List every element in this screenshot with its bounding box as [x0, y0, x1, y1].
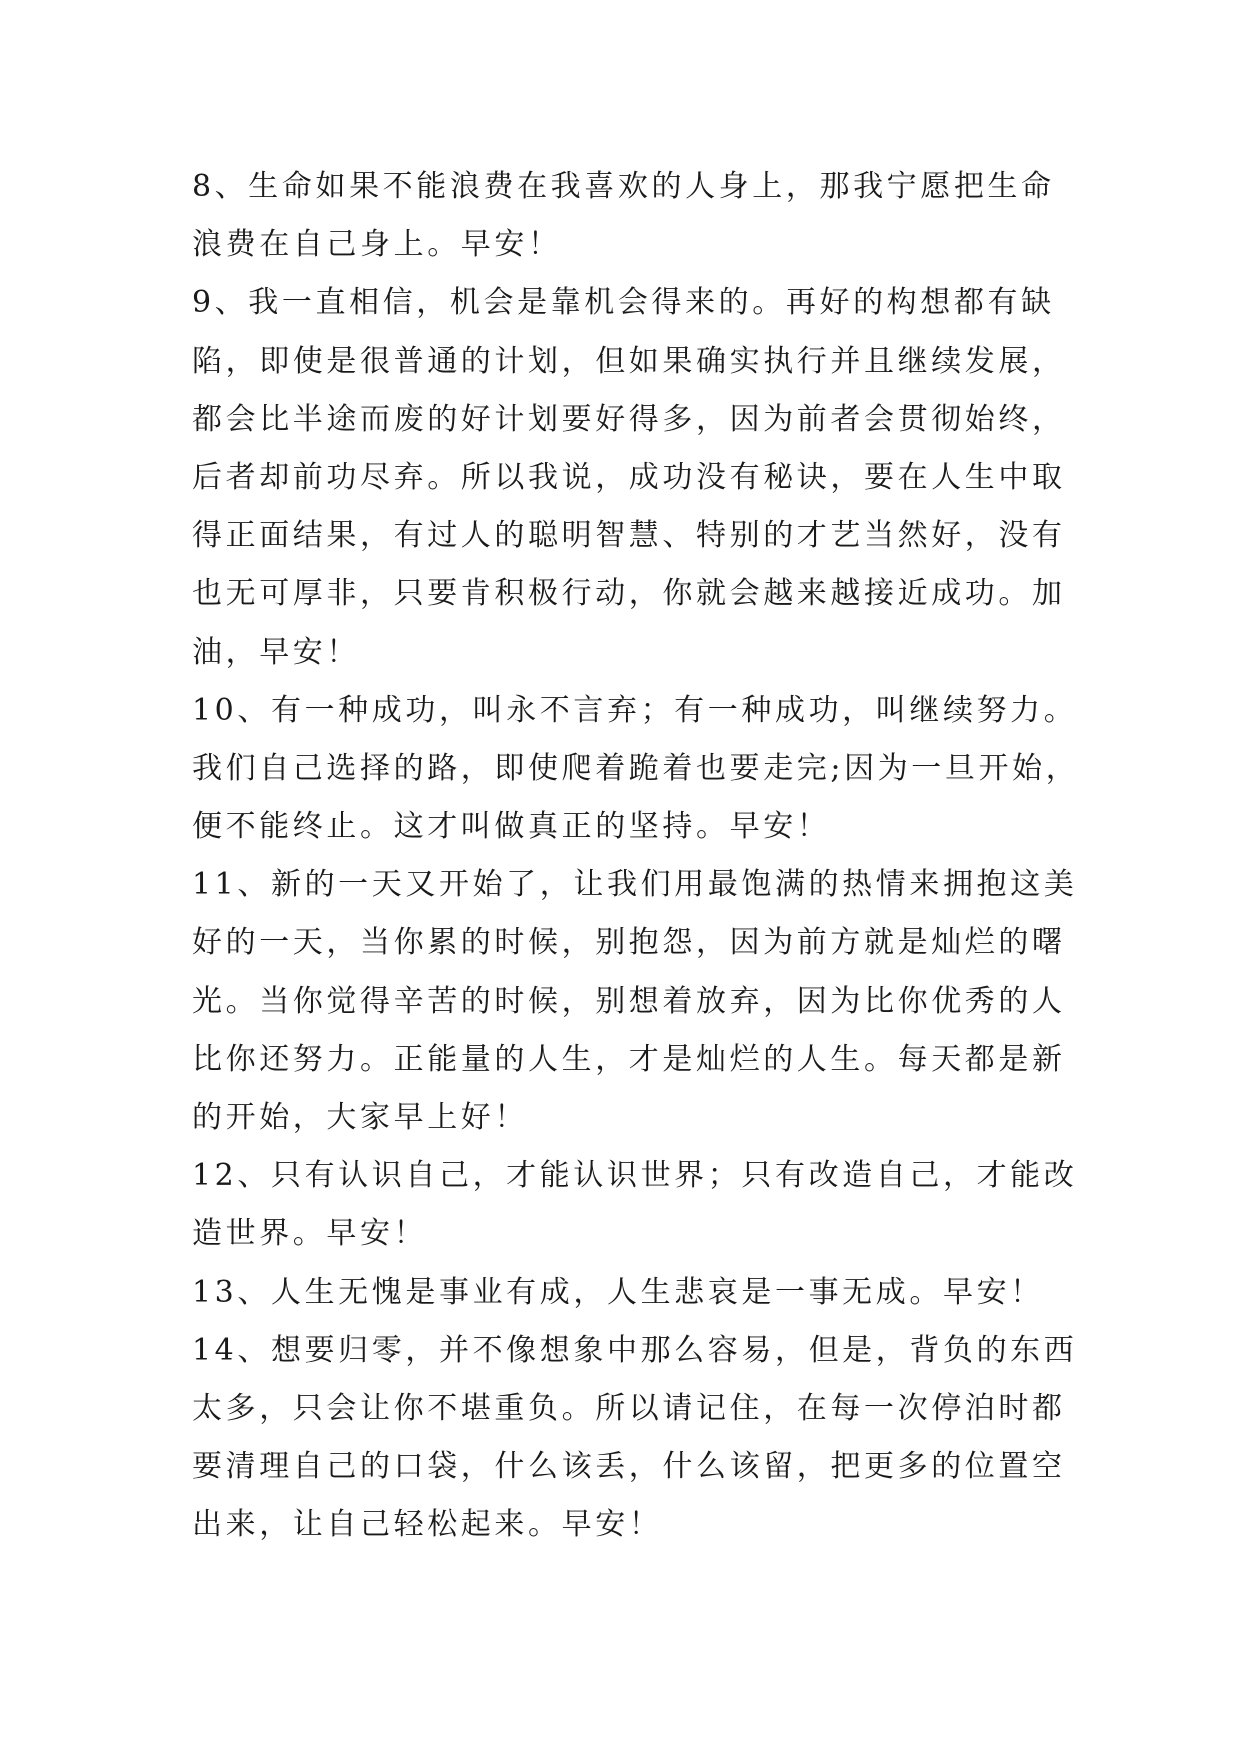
text-line: 造世界。早安！ — [192, 1216, 428, 1252]
text-line: 便不能终止。这才叫做真正的坚持。早安！ — [192, 809, 831, 845]
text-line: 9、我一直相信，机会是靠机会得来的。再好的构想都有缺 — [192, 285, 1055, 321]
text-line: 8、生命如果不能浪费在我喜欢的人身上，那我宁愿把生命 — [192, 169, 1055, 204]
text-line: 出来，让自己轻松起来。早安！ — [192, 1507, 663, 1543]
text-line: 我们自己选择的路，即使爬着跪着也要走完;因为一旦开始， — [192, 750, 1080, 786]
text-line: 11、新的一天又开始了，让我们用最饱满的热情来拥抱这美 — [192, 867, 1078, 903]
text-line: 得正面结果，有过人的聪明智慧、特别的才艺当然好，没有 — [192, 518, 1066, 554]
text-line: 的开始，大家早上好！ — [192, 1100, 528, 1135]
text-line: 10、有一种成功，叫永不言弃；有一种成功，叫继续努力。 — [192, 692, 1078, 728]
text-line: 14、想要归零，并不像想象中那么容易，但是，背负的东西 — [192, 1332, 1078, 1368]
text-line: 好的一天，当你累的时候，别抱怨，因为前方就是灿烂的曙 — [192, 925, 1066, 961]
text-line: 比你还努力。正能量的人生，才是灿烂的人生。每天都是新 — [192, 1041, 1066, 1077]
text-line: 12、只有认识自己，才能认识世界；只有改造自己，才能改 — [192, 1158, 1078, 1194]
text-line: 陷，即使是很普通的计划，但如果确实执行并且继续发展， — [192, 343, 1066, 379]
text-line: 13、人生无愧是事业有成，人生悲哀是一事无成。早安！ — [192, 1274, 1044, 1310]
text-line: 也无可厚非，只要肯积极行动，你就会越来越接近成功。加 — [192, 576, 1066, 612]
text-line: 浪费在自己身上。早安！ — [192, 227, 562, 263]
text-line: 光。当你觉得辛苦的时候，别想着放弃，因为比你优秀的人 — [192, 983, 1066, 1019]
text-line: 太多，只会让你不堪重负。所以请记住，在每一次停泊时都 — [192, 1390, 1066, 1426]
text-line: 都会比半途而废的好计划要好得多，因为前者会贯彻始终， — [192, 401, 1066, 437]
text-line: 要清理自己的口袋，什么该丢，什么该留，把更多的位置空 — [192, 1449, 1066, 1485]
text-line: 油，早安！ — [192, 634, 360, 670]
document-body — [192, 158, 1080, 1555]
text-line: 后者却前功尽弃。所以我说，成功没有秘诀，要在人生中取 — [192, 459, 1066, 495]
